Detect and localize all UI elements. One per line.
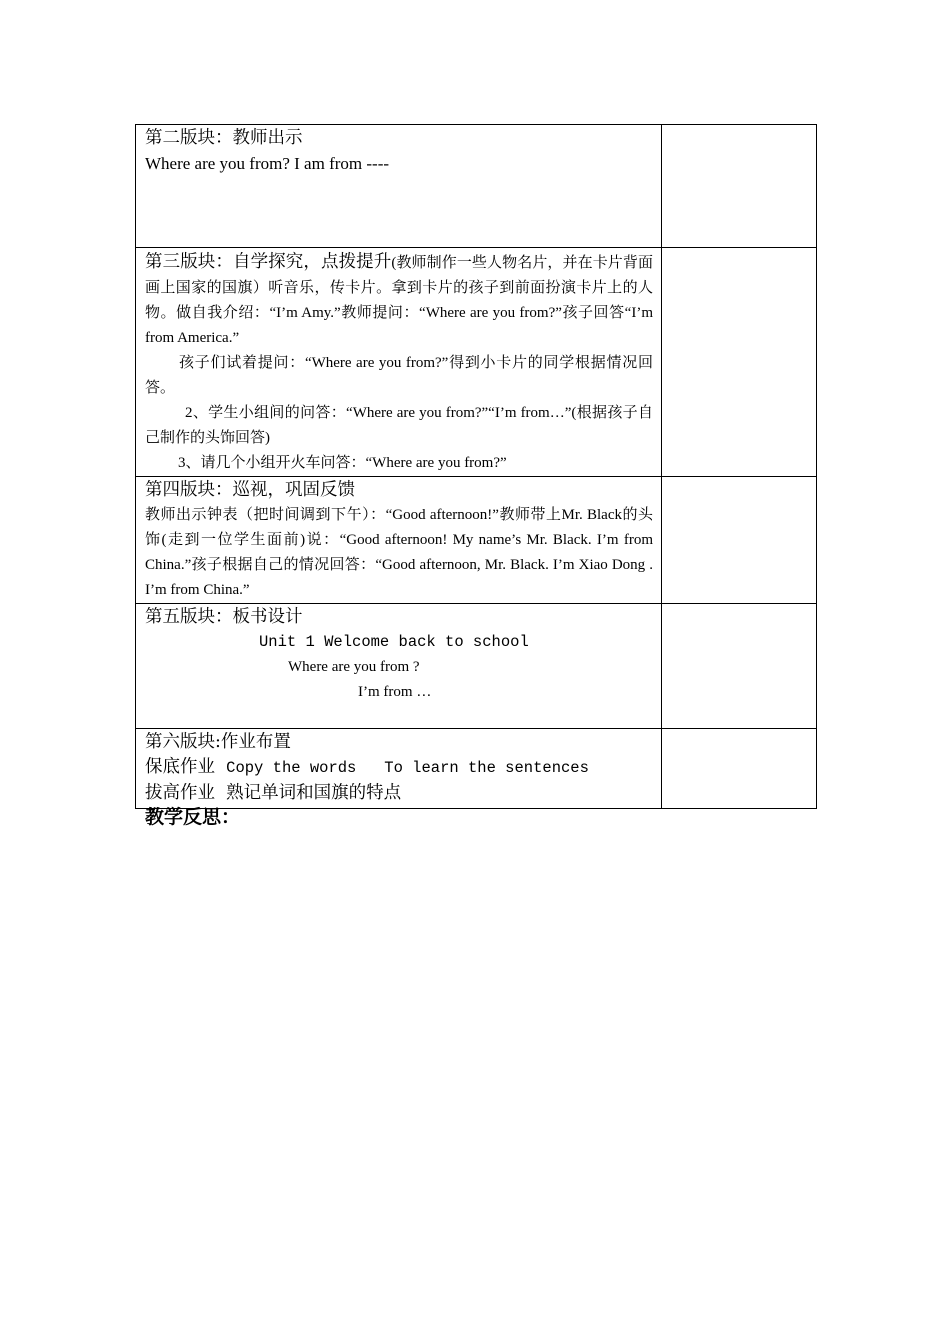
section4-heading: 第四版块：巡视，巩固反馈 bbox=[145, 480, 355, 500]
basic-homework bbox=[145, 755, 653, 781]
table-row bbox=[136, 125, 817, 248]
section2-sentence: Where are you from? I am from ---- bbox=[145, 154, 390, 173]
section5-cell bbox=[136, 604, 662, 729]
section4-para1: 教师出示钟表（把时间调到下午）：“Good afternoon!”教师带上Mr. Black的头饰(走到一位学生面前)说：“Good afternoon! My name’s Mr. Black. I’m from China.”孩子根据自己的情况回答：“Good afternoon, Mr. Black. I’m Xiao Dong . I’m from China.” bbox=[145, 507, 653, 598]
section6-cell bbox=[136, 729, 662, 809]
table-row bbox=[136, 248, 817, 477]
section3-para2: 孩子们试着提问：“Where are you from?”得到小卡片的同学根据情况回答。 bbox=[145, 355, 653, 396]
section3-cell bbox=[136, 248, 662, 477]
section6-heading: 第六版块:作业布置 bbox=[145, 732, 291, 752]
table-row bbox=[136, 477, 817, 604]
side-cell bbox=[662, 248, 817, 477]
board-answer: I’m from … bbox=[358, 684, 432, 700]
section3-para3: 2、学生小组间的问答：“Where are you from?”“I’m from…”(根据孩子自己制作的头饰回答) bbox=[145, 405, 653, 446]
side-cell bbox=[662, 477, 817, 604]
board-question: Where are you from ? bbox=[288, 659, 420, 675]
section3-para4: 3、请几个小组开火车问答：“Where are you from?” bbox=[178, 455, 507, 471]
advanced-homework-text: 熟记单词和国旗的特点 bbox=[226, 783, 402, 803]
basic-homework-label: 保底作业 bbox=[145, 757, 215, 777]
basic-homework-text: Copy the words To learn the sentences bbox=[226, 759, 589, 777]
section3-heading: 第三版块：自学探究，点拨提升 bbox=[145, 251, 392, 271]
section2-heading: 第二版块：教师出示 bbox=[145, 128, 303, 148]
advanced-homework-label: 拔高作业 bbox=[145, 783, 215, 803]
section3-para1: (教师制作一些人物名片，并在卡片背面画上国家的国旗）听音乐，传卡片。拿到卡片的孩子到前面扮演卡片上的人物。做自我介绍：“I’m Amy.”教师提问：“Where are you from?”孩子回答“I’m from America.” bbox=[145, 255, 654, 346]
table-row bbox=[136, 604, 817, 729]
section5-heading: 第五版块：板书设计 bbox=[145, 607, 303, 627]
table-row bbox=[136, 729, 817, 809]
side-cell bbox=[662, 729, 817, 809]
section4-cell bbox=[136, 477, 662, 604]
board-title: Unit 1 Welcome back to school bbox=[259, 633, 529, 651]
side-cell bbox=[662, 604, 817, 729]
side-cell bbox=[662, 125, 817, 248]
lesson-plan-table bbox=[135, 124, 817, 809]
teaching-reflection-label: 教学反思： bbox=[145, 806, 241, 828]
section2-cell bbox=[136, 125, 662, 248]
